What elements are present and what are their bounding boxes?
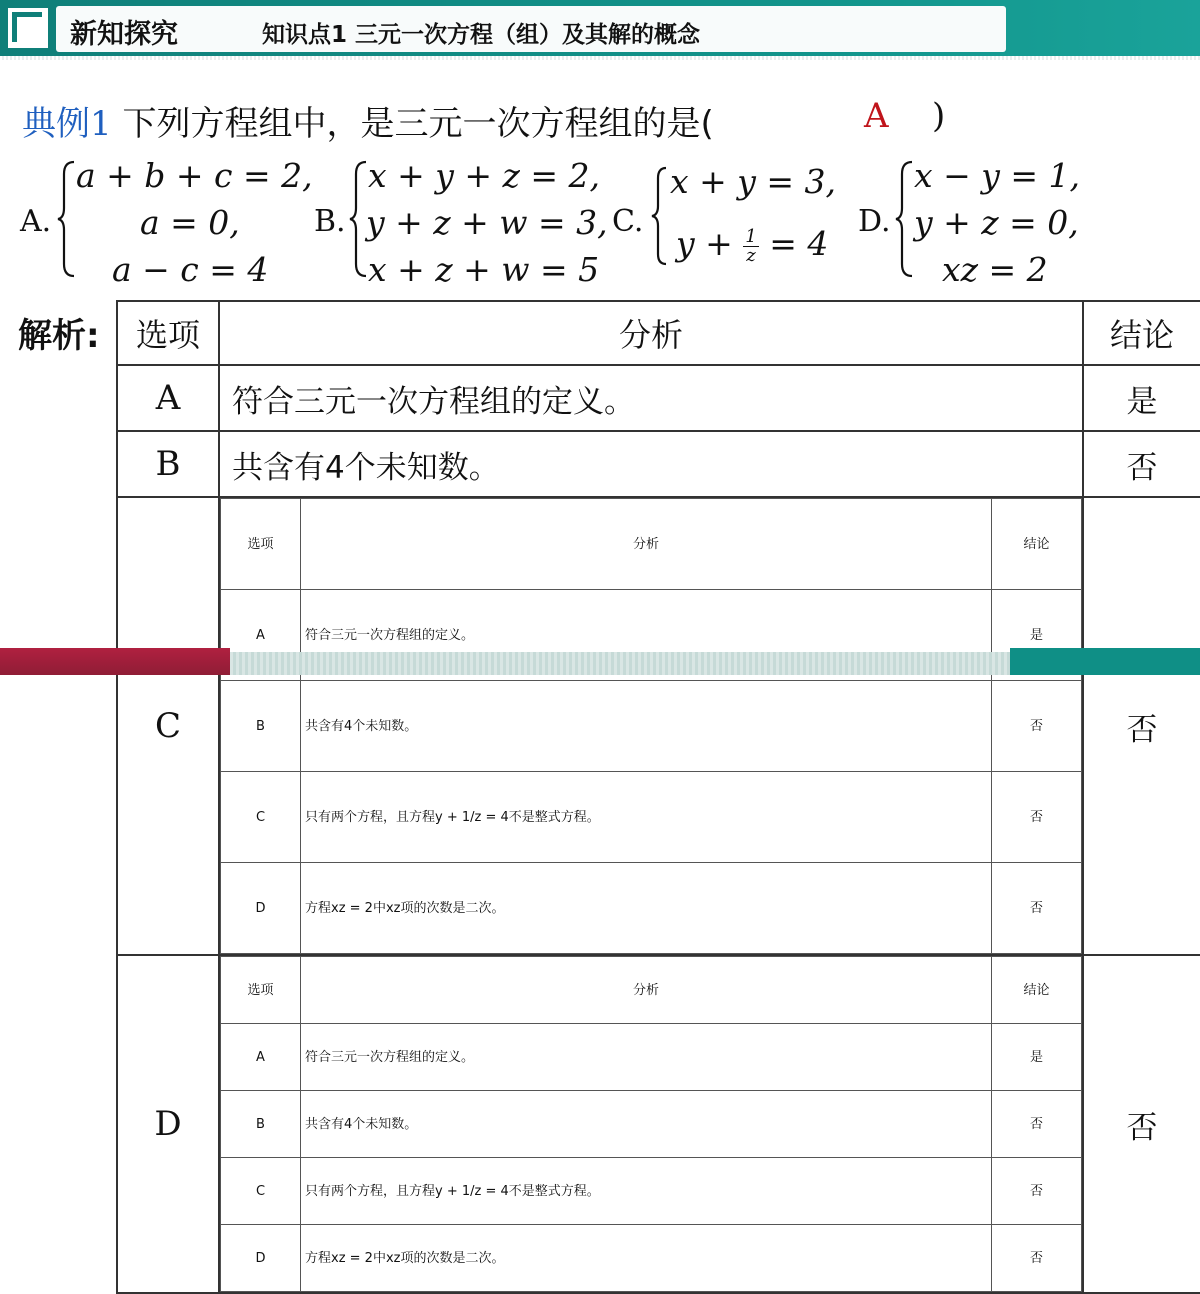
option-c-eq-2 [676, 224, 828, 265]
mini-cell: 否 [992, 863, 1082, 954]
option-b-eq-1: x + y + z = 2, [368, 156, 601, 195]
option-b-eq-2: y + z + w = 3, [366, 203, 608, 242]
row-result: 否 [1083, 497, 1200, 955]
mini-cell: 否 [992, 1225, 1082, 1292]
mini-cell: B [221, 1091, 301, 1158]
header-stripe [0, 56, 1200, 60]
option-a-eq-3: a − c = 4 [112, 250, 269, 289]
mini-cell: 共含有4个未知数。 [301, 681, 992, 772]
option-d-letter: D. [858, 204, 891, 239]
option-d-brace-icon [894, 160, 914, 278]
mini-header: 分析 [301, 499, 992, 590]
mini-header: 结论 [992, 499, 1082, 590]
row-option: C [117, 497, 219, 955]
option-a-eq-1: a + b + c = 2, [76, 156, 313, 195]
mini-cell: 只有两个方程，且方程y + 1/z = 4不是整式方程。 [301, 772, 992, 863]
row-analysis-thumbnail [219, 955, 1083, 1293]
row-result: 是 [1083, 365, 1200, 431]
option-a-letter: A. [20, 204, 52, 239]
option-c-eq-2-right: = 4 [758, 224, 829, 263]
option-b-letter: B. [314, 204, 346, 239]
mini-cell: 是 [992, 590, 1082, 681]
mini-cell: 否 [992, 1091, 1082, 1158]
mini-cell: 否 [992, 1158, 1082, 1225]
mini-header: 选项 [221, 499, 301, 590]
mini-cell: A [221, 1024, 301, 1091]
topic-title: 知识点1 三元一次方程（组）及其解的概念 [262, 22, 701, 48]
analysis-table [116, 300, 1200, 1294]
row-analysis: 符合三元一次方程组的定义。 [219, 365, 1083, 431]
row-result: 否 [1083, 955, 1200, 1293]
mini-cell: C [221, 772, 301, 863]
question-line [22, 96, 714, 145]
mini-cell: 是 [992, 1024, 1082, 1091]
mini-cell: 方程xz = 2中xz项的次数是二次。 [301, 1225, 992, 1292]
option-d-eq-2: y + z = 0, [914, 203, 1079, 242]
mini-header: 选项 [221, 957, 301, 1024]
mini-cell: 否 [992, 772, 1082, 863]
section-title: 新知探究 [70, 19, 178, 50]
example-label: 典例1 [22, 104, 112, 144]
header-option: 选项 [117, 301, 219, 365]
question-text: 下列方程组中，是三元一次方程组的是( [111, 104, 714, 144]
option-a-eq-2: a = 0, [140, 203, 240, 242]
mini-cell: C [221, 1158, 301, 1225]
mini-header: 结论 [992, 957, 1082, 1024]
option-d-eq-3: xz = 2 [942, 250, 1048, 289]
mini-cell: 只有两个方程，且方程y + 1/z = 4不是整式方程。 [301, 1158, 992, 1225]
mini-cell: 否 [992, 681, 1082, 772]
row-option: A [117, 365, 219, 431]
header-analysis: 分析 [219, 301, 1083, 365]
table-header-row [117, 301, 1200, 365]
answer-value: A [864, 96, 889, 136]
table-row [117, 365, 1200, 431]
option-c-brace-icon [650, 166, 668, 266]
row-option: B [117, 431, 219, 497]
mini-cell: 符合三元一次方程组的定义。 [301, 1024, 992, 1091]
row-option: D [117, 955, 219, 1293]
mini-cell: D [221, 863, 301, 954]
analysis-label: 解析: [18, 316, 100, 356]
mini-cell: D [221, 1225, 301, 1292]
corner-logo-icon [6, 6, 50, 50]
option-c-frac-den: z [746, 244, 756, 266]
option-b-eq-3: x + z + w = 5 [368, 250, 600, 289]
mini-cell: A [221, 590, 301, 681]
row-analysis-thumbnail [219, 497, 1083, 955]
mini-cell: 符合三元一次方程组的定义。 [301, 590, 992, 681]
option-c-eq-2-left: y + [676, 224, 744, 263]
option-c-fraction [743, 225, 758, 266]
option-c-frac-num: 1 [745, 225, 757, 247]
bottom-teal-bar [1010, 648, 1200, 675]
option-d-eq-1: x − y = 1, [914, 156, 1080, 195]
header-result: 结论 [1083, 301, 1200, 365]
table-row [117, 955, 1200, 1293]
mini-cell: 方程xz = 2中xz项的次数是二次。 [301, 863, 992, 954]
option-a-brace-icon [56, 160, 76, 278]
bottom-red-bar [0, 648, 230, 675]
mini-cell: 共含有4个未知数。 [301, 1091, 992, 1158]
question-close-paren: ) [932, 96, 946, 136]
option-c-eq-1: x + y = 3, [670, 162, 836, 201]
mini-header: 分析 [301, 957, 992, 1024]
mini-table [220, 956, 1082, 1292]
table-row [117, 431, 1200, 497]
row-analysis: 共含有4个未知数。 [219, 431, 1083, 497]
mini-table [220, 498, 1082, 954]
option-b-brace-icon [348, 160, 368, 278]
row-result: 否 [1083, 431, 1200, 497]
option-c-letter: C. [612, 204, 644, 239]
mini-cell: B [221, 681, 301, 772]
table-row [117, 497, 1200, 955]
